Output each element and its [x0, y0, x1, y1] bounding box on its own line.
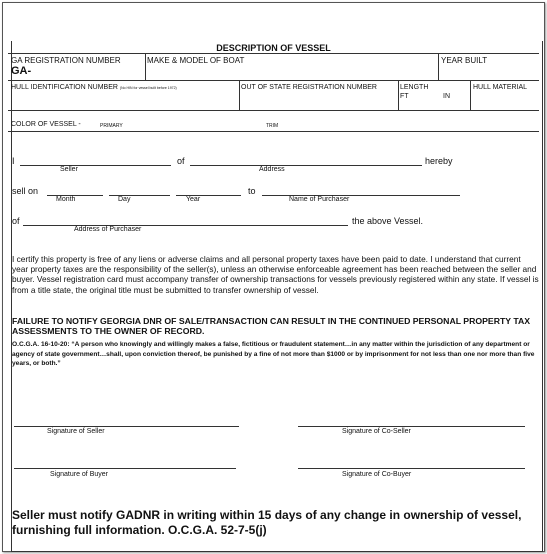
- purchaser-address-caption: Address of Purchaser: [74, 226, 142, 233]
- ga-registration-label: GA REGISTRATION NUMBER: [11, 56, 121, 65]
- purchaser-name-caption: Name of Purchaser: [289, 196, 350, 203]
- seller-name-field[interactable]: [20, 165, 171, 166]
- seller-address-field[interactable]: [190, 165, 422, 166]
- primary-label: PRIMARY: [100, 123, 123, 129]
- divider: [398, 80, 399, 110]
- divider: [438, 53, 439, 80]
- above-vessel-label: the above Vessel.: [352, 216, 424, 226]
- seller-signature-line[interactable]: [14, 426, 239, 427]
- code-reference: O.C.G.A. 16-10-20:: [12, 341, 70, 348]
- of-label: of: [177, 156, 185, 166]
- divider: [470, 80, 471, 110]
- buyer-signature-caption: Signature of Buyer: [50, 471, 108, 478]
- color-of-vessel-label: COLOR OF VESSEL -: [11, 121, 81, 128]
- co-buyer-signature-line[interactable]: [298, 468, 525, 469]
- length-in-label: IN: [443, 93, 450, 100]
- seller-caption: Seller: [60, 166, 78, 173]
- code-text: “A person who knowingly and willingly makes a false, fictitious or fraudulent statement…in any matter within the jurisdiction of any department or agency of state government…shall, upon conviction thereof, be punished by a fine of not more than $1000 or by imprisonment for not less than one nor more than five years, or both.”: [12, 341, 535, 367]
- sell-on-label: sell on: [12, 186, 39, 196]
- out-of-state-label: OUT OF STATE REGISTRATION NUMBER: [241, 84, 377, 91]
- co-seller-signature-line[interactable]: [298, 426, 525, 427]
- divider: [145, 53, 146, 80]
- hereby-label: hereby: [425, 156, 453, 166]
- make-model-label: MAKE & MODEL OF BOAT: [147, 56, 245, 65]
- buyer-signature-line[interactable]: [14, 468, 236, 469]
- legal-notice: [12, 340, 539, 369]
- day-caption: Day: [118, 196, 131, 203]
- divider: [8, 110, 539, 111]
- to-label: to: [248, 186, 256, 196]
- hin-label: HULL IDENTIFICATION NUMBER: [11, 84, 118, 91]
- hin-label-group: [11, 84, 177, 91]
- year-caption: Year: [186, 196, 201, 203]
- hull-material-label: HULL MATERIAL: [473, 84, 528, 91]
- ga-registration-value[interactable]: GA-: [11, 65, 32, 77]
- hin-note: (No HIN for vessel built before 1972): [119, 86, 177, 90]
- divider: [8, 53, 539, 54]
- divider: [8, 80, 539, 81]
- seller-signature-caption: Signature of Seller: [47, 428, 105, 435]
- warning-heading: FAILURE TO NOTIFY GEORGIA DNR OF SALE/TRANSACTION CAN RESULT IN THE CONTINUED PERSONAL PROPERTY TAX ASSESSMENTS TO THE OWNER OF RECORD.: [12, 316, 531, 337]
- address-caption: Address: [259, 166, 285, 173]
- month-caption: Month: [56, 196, 76, 203]
- length-label: LENGTH: [400, 84, 429, 91]
- co-seller-signature-caption: Signature of Co-Seller: [342, 428, 411, 435]
- footer-notice: Seller must notify GADNR in writing within 15 days of any change in ownership of vessel, furnishing full information. O.C.G.A. 52-7-5(j): [12, 508, 522, 537]
- form-title: DESCRIPTION OF VESSEL: [216, 43, 331, 53]
- purchaser-address-field[interactable]: [23, 225, 348, 226]
- year-built-label: YEAR BUILT: [441, 56, 488, 65]
- trim-label: TRIM: [266, 123, 279, 129]
- divider: [239, 80, 240, 110]
- i-label: I: [12, 156, 15, 166]
- certification-statement: I certify this property is free of any liens or adverse claims and all personal property taxes have been paid to date. I understand that current year property taxes are the responsibility of the seller(s), unless an otherwise enforceable agreement has been reached between the seller and buyer. Vessel registration card must accompany transfer of ownership transactions for vessels previously registered within any state. If vessel is from a title state, the original title must be submitted to transfer ownership of vessel.: [12, 254, 539, 295]
- co-buyer-signature-caption: Signature of Co-Buyer: [342, 471, 412, 478]
- divider: [8, 131, 539, 132]
- length-ft-label: FT: [400, 93, 409, 100]
- of-purchaser-label: of: [12, 216, 20, 226]
